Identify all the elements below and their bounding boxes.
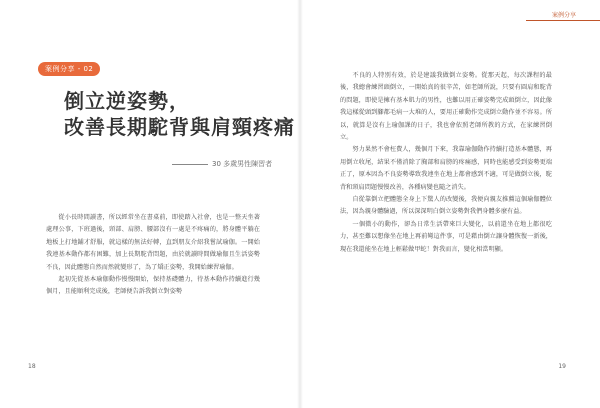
paragraph: 從小長時間讀書，所以經常坐在書桌前，即使踏入社會，也是一整天坐著處理公事，下班過後，頸部、肩膀、腰部沒有一處是不疼痛的，將身體平躺在地板上打地鋪才舒服，就這樣的無法好轉，直到朋友介紹我嘗試瑜伽。一開始我連基本動作都有困難，加上長期駝背問題，由於就讀時間做瑜伽且生活姿勢不良，因此體態自然而然就變形了，為了矯正姿勢，我開始練習瑜伽。 xyxy=(46,214,260,271)
right-page xyxy=(300,0,600,408)
page-number: 18 xyxy=(28,363,36,370)
paragraph: 一個微小的動作，卻為日常生活帶來巨大變化，以前還坐在地上都很吃力，甚至難以想像坐在地上再前彎這件事，可是藉由倒立讓身體恢復一新後，現在我還能坐在地上輕鬆做甲蛇！對我而言，變化相當明顯。 xyxy=(340,220,552,253)
paragraph: 不良的人特別有效，於是建議我做倒立姿勢。從那天起，每次課程的最後，我總會練習頭倒立，一開始真的很辛苦，如老師所說，只要有圓肩和駝背的問題，即使是擁有基本肌力的男性，也難以用正確姿勢完成頭倒立，因此像我這樣從頭到腳都毛病一大堆的人，要用正確動作完成倒立動作並不容易。所以，就算是沒有上瑜伽課的日子，我也會依照老師所教的方式，在家練習倒立。 xyxy=(340,72,552,142)
running-header: 案例分享 xyxy=(551,12,576,19)
right-body xyxy=(340,70,552,256)
byline-rule xyxy=(172,164,208,165)
paragraph: 起初先從基本瑜伽動作慢慢開始，保持基礎體力，待基本動作持續進行幾個月，且能順利完成後，老師便告訴我倒立對姿勢 xyxy=(46,276,260,296)
left-body xyxy=(46,212,260,299)
case-tag: 案例分享 - 02 xyxy=(38,62,100,76)
byline-text: 30 多歲男性陳習者 xyxy=(212,160,273,168)
title-line-2: 改善長期駝背與肩頸疼痛 xyxy=(64,115,295,139)
header-rule xyxy=(526,20,600,21)
paragraph: 自從靠倒立把體態全身上下驚人的改變後，我便向親友推薦這個瑜伽體位法，因為親身體驗過，所以深深明白倒立姿勢對我們身體多麼有益。 xyxy=(340,196,552,216)
page-number: 19 xyxy=(558,363,566,370)
article-title xyxy=(64,88,295,140)
title-line-1: 倒立逆姿勢， xyxy=(64,89,190,113)
byline xyxy=(172,159,272,169)
paragraph: 努力果然不會枉費人，幾個月下來，我靠瑜伽動作持續打造基本體態，再用倒立收尾，結果不僅消除了胸部和肩膀的疼痛感，同時也能感受到姿勢更端正了，原本因為不良姿勢導致我連坐在地上都會感到不適，可是做倒立後，駝背和頸肩問題慢慢改善，各種病變也隨之消失。 xyxy=(340,146,552,191)
